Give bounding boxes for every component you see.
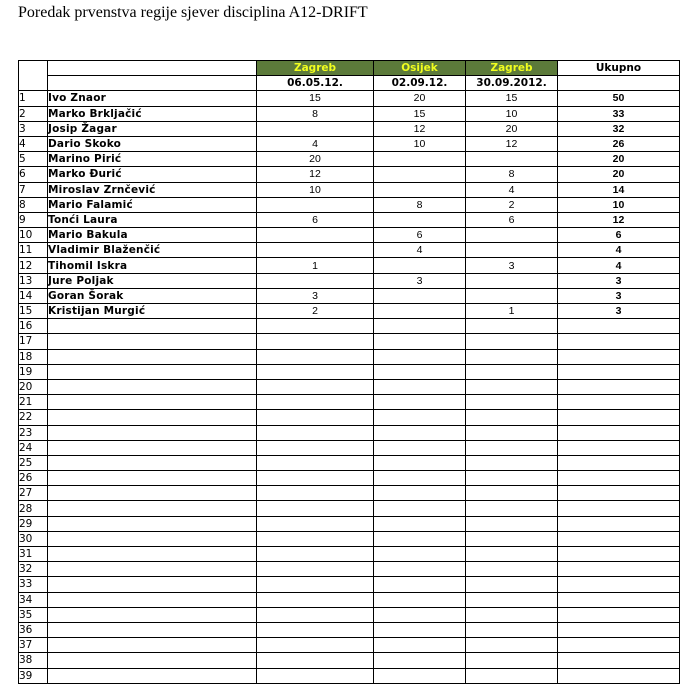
round-1-points-cell (257, 319, 374, 334)
round-1-points-cell (257, 379, 374, 394)
rank-cell: 28 (19, 501, 48, 516)
round-2-points-cell: 15 (374, 106, 466, 121)
round-3-points-cell: 6 (466, 212, 558, 227)
rank-cell: 8 (19, 197, 48, 212)
round-3-points-cell (466, 471, 558, 486)
round-2-points-cell (374, 562, 466, 577)
round-3-points-cell (466, 547, 558, 562)
total-points-cell: 3 (558, 304, 680, 319)
total-points-cell (558, 364, 680, 379)
round-1-points-cell (257, 592, 374, 607)
header-name-cell-2 (48, 76, 257, 91)
total-points-cell: 20 (558, 167, 680, 182)
round-2-points-cell (374, 334, 466, 349)
round-3-points-cell (466, 364, 558, 379)
table-row (19, 395, 680, 410)
driver-name-cell: Ivo Znaor (48, 91, 257, 106)
round-2-points-cell (374, 319, 466, 334)
rank-cell: 18 (19, 349, 48, 364)
total-points-cell (558, 622, 680, 637)
round-2-points-cell (374, 410, 466, 425)
total-points-cell (558, 562, 680, 577)
total-points-cell (558, 531, 680, 546)
rank-cell: 17 (19, 334, 48, 349)
round-3-points-cell (466, 486, 558, 501)
round-1-points-cell (257, 440, 374, 455)
driver-name-cell (48, 395, 257, 410)
driver-name-cell: Tihomil Iskra (48, 258, 257, 273)
round-3-points-cell (466, 638, 558, 653)
total-points-cell: 4 (558, 258, 680, 273)
total-points-cell: 26 (558, 136, 680, 151)
rank-cell: 36 (19, 622, 48, 637)
driver-name-cell (48, 379, 257, 394)
total-points-cell (558, 516, 680, 531)
driver-name-cell (48, 425, 257, 440)
table-row (19, 577, 680, 592)
rank-cell: 25 (19, 455, 48, 470)
round-3-points-cell (466, 288, 558, 303)
round-3-points-cell (466, 440, 558, 455)
rank-cell: 3 (19, 121, 48, 136)
table-row (19, 668, 680, 683)
rank-cell: 15 (19, 304, 48, 319)
driver-name-cell (48, 471, 257, 486)
round-2-points-cell (374, 577, 466, 592)
round-1-points-cell (257, 577, 374, 592)
round-3-points-cell (466, 653, 558, 668)
table-row (19, 167, 680, 182)
round-1-points-cell: 15 (257, 91, 374, 106)
total-points-cell (558, 668, 680, 683)
driver-name-cell (48, 364, 257, 379)
total-points-cell (558, 425, 680, 440)
table-row (19, 182, 680, 197)
venue-round-3: Zagreb (466, 61, 558, 76)
round-3-points-cell (466, 349, 558, 364)
round-1-points-cell: 6 (257, 212, 374, 227)
round-2-points-cell: 10 (374, 136, 466, 151)
table-row (19, 638, 680, 653)
round-1-points-cell (257, 653, 374, 668)
total-points-cell (558, 379, 680, 394)
total-points-cell (558, 334, 680, 349)
round-3-points-cell (466, 334, 558, 349)
table-row (19, 607, 680, 622)
total-points-cell: 4 (558, 243, 680, 258)
table-row (19, 471, 680, 486)
table-row (19, 531, 680, 546)
table-row (19, 319, 680, 334)
table-row (19, 288, 680, 303)
driver-name-cell (48, 410, 257, 425)
round-3-points-cell (466, 607, 558, 622)
round-2-points-cell (374, 653, 466, 668)
rank-cell: 19 (19, 364, 48, 379)
round-3-points-cell (466, 455, 558, 470)
round-1-points-cell (257, 562, 374, 577)
header-row-venues (19, 61, 680, 76)
total-header-blank (558, 76, 680, 91)
total-points-cell (558, 410, 680, 425)
round-3-points-cell (466, 273, 558, 288)
driver-name-cell (48, 440, 257, 455)
driver-name-cell (48, 668, 257, 683)
round-2-points-cell: 8 (374, 197, 466, 212)
table-row (19, 273, 680, 288)
round-3-points-cell: 1 (466, 304, 558, 319)
driver-name-cell (48, 562, 257, 577)
table-row (19, 212, 680, 227)
round-3-points-cell (466, 577, 558, 592)
driver-name-cell (48, 638, 257, 653)
round-1-points-cell: 12 (257, 167, 374, 182)
round-3-points-cell: 3 (466, 258, 558, 273)
total-points-cell (558, 638, 680, 653)
round-2-points-cell (374, 288, 466, 303)
round-2-points-cell (374, 622, 466, 637)
table-row (19, 243, 680, 258)
table-row (19, 258, 680, 273)
header-row-dates (19, 76, 680, 91)
driver-name-cell (48, 607, 257, 622)
round-3-points-cell (466, 501, 558, 516)
driver-name-cell: Miroslav Zrnčević (48, 182, 257, 197)
total-points-cell (558, 607, 680, 622)
round-2-points-cell (374, 455, 466, 470)
round-3-points-cell (466, 425, 558, 440)
rank-cell: 37 (19, 638, 48, 653)
round-3-points-cell: 10 (466, 106, 558, 121)
round-2-points-cell (374, 349, 466, 364)
round-1-points-cell (257, 243, 374, 258)
table-row (19, 152, 680, 167)
round-2-points-cell (374, 425, 466, 440)
table-row (19, 547, 680, 562)
round-1-points-cell: 20 (257, 152, 374, 167)
table-row (19, 379, 680, 394)
round-3-points-cell: 12 (466, 136, 558, 151)
rank-cell: 6 (19, 167, 48, 182)
table-row (19, 455, 680, 470)
table-row (19, 304, 680, 319)
driver-name-cell: Marino Pirić (48, 152, 257, 167)
round-3-points-cell (466, 379, 558, 394)
round-1-points-cell: 4 (257, 136, 374, 151)
round-1-points-cell (257, 121, 374, 136)
page-title: Poredak prvenstva regije sjever disciplina A12-DRIFT (18, 4, 368, 21)
round-2-points-cell (374, 395, 466, 410)
total-points-cell (558, 471, 680, 486)
total-header: Ukupno (558, 61, 680, 76)
table-row (19, 486, 680, 501)
round-1-points-cell (257, 349, 374, 364)
round-3-points-cell: 8 (466, 167, 558, 182)
table-row (19, 516, 680, 531)
round-1-points-cell (257, 228, 374, 243)
round-1-points-cell (257, 638, 374, 653)
round-2-points-cell (374, 486, 466, 501)
round-1-points-cell (257, 471, 374, 486)
driver-name-cell (48, 622, 257, 637)
round-1-points-cell: 2 (257, 304, 374, 319)
total-points-cell: 20 (558, 152, 680, 167)
driver-name-cell: Dario Skoko (48, 136, 257, 151)
total-points-cell: 3 (558, 288, 680, 303)
round-2-points-cell (374, 364, 466, 379)
table-row (19, 136, 680, 151)
driver-name-cell (48, 486, 257, 501)
driver-name-cell (48, 455, 257, 470)
round-2-points-cell: 12 (374, 121, 466, 136)
round-2-points-cell (374, 592, 466, 607)
driver-name-cell (48, 516, 257, 531)
round-3-points-cell (466, 622, 558, 637)
total-points-cell (558, 501, 680, 516)
rank-cell: 26 (19, 471, 48, 486)
round-3-points-cell (466, 531, 558, 546)
round-1-points-cell: 1 (257, 258, 374, 273)
driver-name-cell (48, 592, 257, 607)
round-2-points-cell (374, 379, 466, 394)
rank-cell: 14 (19, 288, 48, 303)
round-2-points-cell (374, 167, 466, 182)
table-row (19, 91, 680, 106)
rank-cell: 11 (19, 243, 48, 258)
driver-name-cell (48, 547, 257, 562)
venue-round-1: Zagreb (257, 61, 374, 76)
table-row (19, 106, 680, 121)
rank-cell: 21 (19, 395, 48, 410)
table-row (19, 121, 680, 136)
rank-cell: 31 (19, 547, 48, 562)
total-points-cell (558, 653, 680, 668)
round-3-points-cell (466, 243, 558, 258)
date-round-2: 02.09.12. (374, 76, 466, 91)
rank-cell: 35 (19, 607, 48, 622)
round-3-points-cell (466, 592, 558, 607)
table-row (19, 334, 680, 349)
table-row (19, 410, 680, 425)
header-name-cell (48, 61, 257, 76)
header-corner-cell (19, 61, 48, 91)
total-points-cell: 3 (558, 273, 680, 288)
total-points-cell (558, 577, 680, 592)
round-1-points-cell (257, 607, 374, 622)
total-points-cell (558, 349, 680, 364)
rank-cell: 12 (19, 258, 48, 273)
driver-name-cell: Mario Falamić (48, 197, 257, 212)
table-row (19, 622, 680, 637)
driver-name-cell (48, 349, 257, 364)
total-points-cell: 6 (558, 228, 680, 243)
total-points-cell (558, 455, 680, 470)
rank-cell: 33 (19, 577, 48, 592)
round-2-points-cell (374, 258, 466, 273)
round-2-points-cell (374, 638, 466, 653)
round-3-points-cell (466, 319, 558, 334)
round-2-points-cell (374, 607, 466, 622)
rank-cell: 39 (19, 668, 48, 683)
date-round-3: 30.09.2012. (466, 76, 558, 91)
total-points-cell: 14 (558, 182, 680, 197)
round-3-points-cell: 2 (466, 197, 558, 212)
total-points-cell: 50 (558, 91, 680, 106)
rank-cell: 16 (19, 319, 48, 334)
round-2-points-cell (374, 471, 466, 486)
round-2-points-cell (374, 547, 466, 562)
round-2-points-cell (374, 152, 466, 167)
rank-cell: 1 (19, 91, 48, 106)
driver-name-cell: Josip Žagar (48, 121, 257, 136)
round-3-points-cell (466, 395, 558, 410)
round-2-points-cell (374, 440, 466, 455)
round-1-points-cell (257, 531, 374, 546)
standings-table (18, 60, 680, 684)
table-row (19, 197, 680, 212)
round-1-points-cell (257, 364, 374, 379)
table-row (19, 364, 680, 379)
round-1-points-cell (257, 455, 374, 470)
rank-cell: 13 (19, 273, 48, 288)
rank-cell: 22 (19, 410, 48, 425)
table-row (19, 592, 680, 607)
total-points-cell: 12 (558, 212, 680, 227)
round-1-points-cell (257, 501, 374, 516)
round-2-points-cell (374, 516, 466, 531)
round-1-points-cell (257, 425, 374, 440)
driver-name-cell: Marko Đurić (48, 167, 257, 182)
round-1-points-cell (257, 547, 374, 562)
driver-name-cell (48, 531, 257, 546)
round-3-points-cell: 4 (466, 182, 558, 197)
round-3-points-cell: 20 (466, 121, 558, 136)
round-3-points-cell: 15 (466, 91, 558, 106)
total-points-cell (558, 440, 680, 455)
rank-cell: 23 (19, 425, 48, 440)
total-points-cell (558, 547, 680, 562)
round-1-points-cell: 8 (257, 106, 374, 121)
driver-name-cell (48, 334, 257, 349)
total-points-cell (558, 319, 680, 334)
table-row (19, 501, 680, 516)
round-2-points-cell: 3 (374, 273, 466, 288)
round-1-points-cell (257, 486, 374, 501)
table-row (19, 562, 680, 577)
driver-name-cell: Mario Bakula (48, 228, 257, 243)
driver-name-cell: Goran Šorak (48, 288, 257, 303)
driver-name-cell: Marko Brkljačić (48, 106, 257, 121)
round-1-points-cell: 3 (257, 288, 374, 303)
round-3-points-cell (466, 562, 558, 577)
rank-cell: 27 (19, 486, 48, 501)
table-row (19, 425, 680, 440)
round-1-points-cell (257, 622, 374, 637)
driver-name-cell: Tonći Laura (48, 212, 257, 227)
venue-round-2: Osijek (374, 61, 466, 76)
driver-name-cell (48, 577, 257, 592)
rank-cell: 7 (19, 182, 48, 197)
rank-cell: 9 (19, 212, 48, 227)
round-3-points-cell (466, 668, 558, 683)
total-points-cell: 32 (558, 121, 680, 136)
rank-cell: 20 (19, 379, 48, 394)
total-points-cell: 10 (558, 197, 680, 212)
table-row (19, 349, 680, 364)
total-points-cell (558, 486, 680, 501)
total-points-cell: 33 (558, 106, 680, 121)
round-2-points-cell: 20 (374, 91, 466, 106)
rank-cell: 5 (19, 152, 48, 167)
round-2-points-cell (374, 182, 466, 197)
rank-cell: 32 (19, 562, 48, 577)
round-3-points-cell (466, 516, 558, 531)
total-points-cell (558, 592, 680, 607)
rank-cell: 4 (19, 136, 48, 151)
round-3-points-cell (466, 410, 558, 425)
rank-cell: 10 (19, 228, 48, 243)
rank-cell: 24 (19, 440, 48, 455)
rank-cell: 38 (19, 653, 48, 668)
round-1-points-cell (257, 197, 374, 212)
round-2-points-cell (374, 668, 466, 683)
total-points-cell (558, 395, 680, 410)
round-1-points-cell: 10 (257, 182, 374, 197)
driver-name-cell: Kristijan Murgić (48, 304, 257, 319)
round-3-points-cell (466, 228, 558, 243)
round-1-points-cell (257, 410, 374, 425)
driver-name-cell (48, 501, 257, 516)
table-row (19, 228, 680, 243)
round-2-points-cell: 4 (374, 243, 466, 258)
driver-name-cell: Vladimir Blaženčić (48, 243, 257, 258)
table-row (19, 653, 680, 668)
table-row (19, 440, 680, 455)
round-1-points-cell (257, 668, 374, 683)
driver-name-cell (48, 653, 257, 668)
round-2-points-cell (374, 304, 466, 319)
rank-cell: 29 (19, 516, 48, 531)
rank-cell: 2 (19, 106, 48, 121)
round-1-points-cell (257, 273, 374, 288)
round-1-points-cell (257, 516, 374, 531)
driver-name-cell (48, 319, 257, 334)
round-1-points-cell (257, 395, 374, 410)
round-2-points-cell (374, 212, 466, 227)
round-2-points-cell (374, 531, 466, 546)
round-3-points-cell (466, 152, 558, 167)
rank-cell: 30 (19, 531, 48, 546)
rank-cell: 34 (19, 592, 48, 607)
round-1-points-cell (257, 334, 374, 349)
date-round-1: 06.05.12. (257, 76, 374, 91)
driver-name-cell: Jure Poljak (48, 273, 257, 288)
round-2-points-cell: 6 (374, 228, 466, 243)
round-2-points-cell (374, 501, 466, 516)
